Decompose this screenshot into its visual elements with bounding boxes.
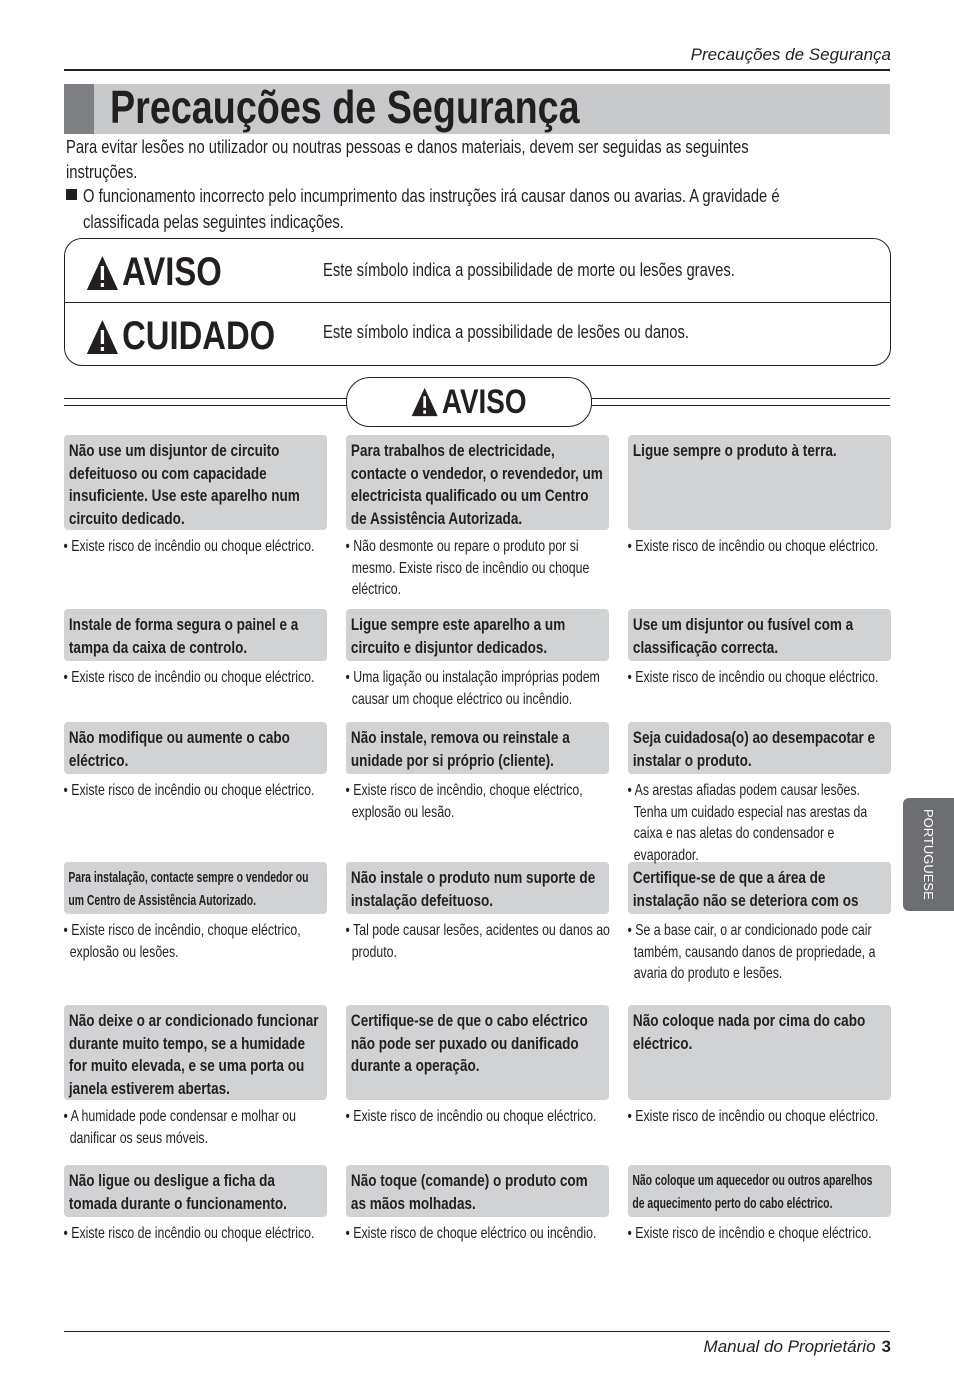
warning-note: • Existe risco de incêndio ou choque eléctrico. xyxy=(345,1108,597,1125)
warning-note: • Existe risco de incêndio ou choque eléctrico. xyxy=(627,538,879,555)
language-tab-label-wrap xyxy=(903,798,954,911)
square-bullet-icon xyxy=(66,189,77,200)
warning-box xyxy=(628,862,891,914)
legend-cuidado-label: CUIDADO xyxy=(122,314,276,358)
warning-title: Não ligue ou desligue a ficha da tomada durante o funcionamento. xyxy=(68,1172,287,1213)
section-rule-left xyxy=(64,398,348,406)
warning-box xyxy=(64,435,327,530)
footer xyxy=(704,1337,891,1357)
page-title: Precauções de Segurança xyxy=(110,81,580,133)
warning-box xyxy=(64,722,327,774)
section-heading-aviso xyxy=(346,377,592,427)
warning-title: Não instale, remova ou reinstale a unidade por si próprio (cliente). xyxy=(350,729,570,770)
warning-box xyxy=(346,609,609,661)
warning-title: Use um disjuntor ou fusível com a classificação correcta. xyxy=(632,616,854,657)
warning-title: Certifique-se de que a área de instalação não se deteriora com os xyxy=(632,869,859,910)
legend-aviso-label: AVISO xyxy=(122,250,222,294)
warning-box xyxy=(64,862,327,914)
warning-note: • Existe risco de incêndio, choque eléctrico, explosão ou lesão. xyxy=(345,782,583,821)
warning-note: • A humidade pode condensar e molhar ou danificar os seus móveis. xyxy=(63,1108,296,1147)
warning-triangle-icon xyxy=(86,319,119,355)
warning-note: • Existe risco de incêndio ou choque eléctrico. xyxy=(627,669,879,686)
warning-note: • Se a base cair, o ar condicionado pode cair também, causando danos de propriedade, a avaria do produto e lesões. xyxy=(627,922,876,982)
warning-box xyxy=(346,722,609,774)
warning-title: Ligue sempre este aparelho a um circuito e disjuntor dedicados. xyxy=(350,616,566,657)
warning-box xyxy=(64,1005,327,1100)
warning-title: Não coloque um aquecedor ou outros aparelhos de aquecimento perto do cabo eléctrico. xyxy=(632,1173,873,1212)
footer-text: Manual do Proprietário xyxy=(703,1337,876,1356)
warning-box xyxy=(346,1165,609,1217)
warning-note: • Não desmonte ou repare o produto por si mesmo. Existe risco de incêndio ou choque eléctrico. xyxy=(345,538,590,598)
running-head: Precauções de Segurança xyxy=(690,45,891,64)
legend-cuidado-text: Este símbolo indica a possibilidade de lesões ou danos. xyxy=(323,322,689,342)
section-rule-right xyxy=(590,398,890,406)
warning-box xyxy=(346,862,609,914)
warning-title: Não instale o produto num suporte de instalação defeituoso. xyxy=(350,869,596,910)
intro-bullet-line-2: classificada pelas seguintes indicações. xyxy=(83,212,344,232)
page-number: 3 xyxy=(881,1337,891,1356)
section-heading-content xyxy=(411,383,527,422)
bottom-rule xyxy=(64,1331,890,1332)
warning-note: • Existe risco de incêndio ou choque eléctrico. xyxy=(63,538,315,555)
warning-note: • Existe risco de incêndio e choque eléctrico. xyxy=(627,1225,872,1242)
intro-line-1: Para evitar lesões no utilizador ou noutras pessoas e danos materiais, devem ser seguidas as seguintes xyxy=(66,137,749,157)
warning-note: • Existe risco de incêndio ou choque eléctrico. xyxy=(63,782,315,799)
warning-title: Instale de forma segura o painel e a tampa da caixa de controlo. xyxy=(68,616,299,657)
legend-aviso xyxy=(86,250,222,295)
warning-box xyxy=(64,609,327,661)
legend-cuidado xyxy=(86,314,275,359)
top-rule xyxy=(64,69,890,71)
warning-title: Não deixe o ar condicionado funcionar durante muito tempo, se a humidade for muito elevada, e se uma porta ou janela estiverem abertas. xyxy=(68,1012,319,1098)
warning-title: Não toque (comande) o produto com as mãos molhadas. xyxy=(350,1172,588,1213)
legend-aviso-text: Este símbolo indica a possibilidade de morte ou lesões graves. xyxy=(323,260,735,280)
intro-line-2: instruções. xyxy=(66,162,138,182)
legend-divider xyxy=(64,302,890,303)
warning-box xyxy=(628,435,891,530)
warning-box xyxy=(628,722,891,774)
warning-note: • Tal pode causar lesões, acidentes ou danos ao produto. xyxy=(345,922,610,961)
section-heading-label: AVISO xyxy=(442,382,527,421)
warning-title: Para trabalhos de electricidade, contacte o vendedor, o revendedor, um electricista qualificado ou um Centro de Assistência Autorizada. xyxy=(350,442,603,528)
warning-box xyxy=(346,435,609,530)
language-tab-label: PORTUGUESE xyxy=(921,809,936,900)
warning-note: • Uma ligação ou instalação impróprias podem causar um choque eléctrico ou incêndio. xyxy=(345,669,600,708)
warning-triangle-icon xyxy=(411,387,439,417)
warning-note: • Existe risco de incêndio, choque eléctrico, explosão ou lesões. xyxy=(63,922,301,961)
warning-note: • Existe risco de incêndio ou choque eléctrico. xyxy=(63,1225,315,1242)
warning-box xyxy=(628,1005,891,1100)
warning-note: • As arestas afiadas podem causar lesões. Tenha um cuidado especial nas arestas da caixa e nas aletas do condensador e evaporador. xyxy=(627,782,868,864)
warning-triangle-icon xyxy=(86,255,119,291)
warning-box xyxy=(346,1005,609,1100)
title-accent xyxy=(64,84,94,134)
warning-title: Não modifique ou aumente o cabo eléctrico. xyxy=(68,729,290,770)
warning-box xyxy=(628,609,891,661)
intro-bullet-line-1: O funcionamento incorrecto pelo incumprimento das instruções irá causar danos ou avarias. A gravidade é xyxy=(83,186,780,206)
warning-title: Certifique-se de que o cabo eléctrico não pode ser puxado ou danificado durante a operação. xyxy=(350,1012,588,1075)
warning-title: Seja cuidadosa(o) ao desempacotar e instalar o produto. xyxy=(632,729,876,770)
warning-title: Não coloque nada por cima do cabo eléctrico. xyxy=(632,1012,866,1053)
warning-note: • Existe risco de choque eléctrico ou incêndio. xyxy=(345,1225,597,1242)
warning-title: Não use um disjuntor de circuito defeituoso ou com capacidade insuficiente. Use este aparelho num circuito dedicado. xyxy=(68,442,300,528)
warning-box xyxy=(628,1165,891,1217)
warning-box xyxy=(64,1165,327,1217)
warning-title: Para instalação, contacte sempre o vendedor ou um Centro de Assistência Autorizado. xyxy=(68,870,309,909)
warning-note: • Existe risco de incêndio ou choque eléctrico. xyxy=(63,669,315,686)
warning-title: Ligue sempre o produto à terra. xyxy=(632,442,837,460)
warning-note: • Existe risco de incêndio ou choque eléctrico. xyxy=(627,1108,879,1125)
